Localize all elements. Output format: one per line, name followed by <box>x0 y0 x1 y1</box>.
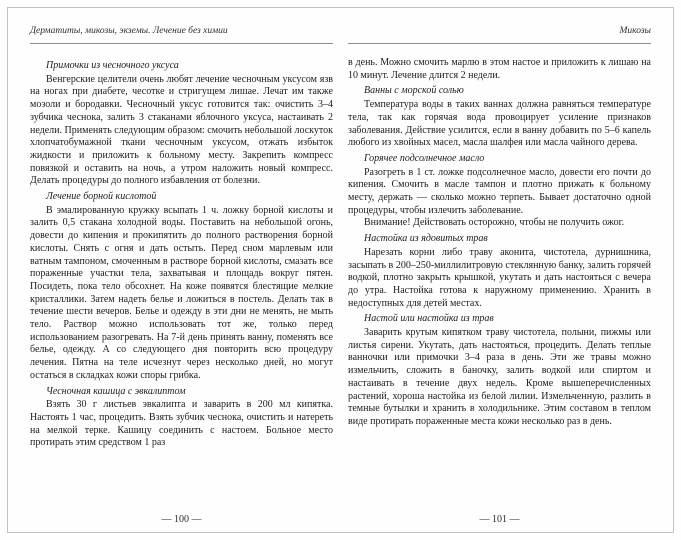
running-header-right: Микозы <box>348 26 651 44</box>
paragraph: Разогреть в 1 ст. ложке подсолнечное масло, довести его почти до кипения. Смочить в масле тампон и плотно прижать к больному месту, держать — сколько можно терпеть. Бывает достаточно одной процедуры, чтобы излечить заболевание. <box>348 166 651 216</box>
paragraph: В эмалированную кружку всыпать 1 ч. ложку борной кислоты и залить 0,5 стакана холодной воды. Поставить на небольшой огонь, довести до кипения и прокипятить до полного растворения борной кислоты. Снять с огня и дать остыть. Перед сном марлевым или ватным тампоном, смоченным в растворе борной кислоты, смазать все пораженные участки тела, захватывая и площадь вокруг пятен. Посидеть, пока тело обсохнет. На коже появятся блестящие мелкие кристаллики. Затем надеть белье и ложиться в постель. Делать так в течение шести вечеров. Белье и одежду в эти дни не менять, не мыть тело. Раствор можно использовать тот же, только перед использованием разогревать. На 7-й день принять ванну, поменять все белье, одежду. А со следующего дня повторить всю процедуру лечения. Пятна на теле исчезнут через несколько дней, но могут остаться в складках кожи споры грибка. <box>30 204 333 381</box>
paragraph: Заварить крутым кипятком траву чистотела, полыни, пижмы или листья сирени. Укутать, дать настояться, процедить. Делать теплые ванночки или примочки 3–4 раза в день. Эти же травы можно измельчить, сложить в баночку, залить водкой или спиртом и настаивать в течение двух недель. Кроме вышеперечисленных растений, хороша настойка из белой лилии. Измельченную, разлить в темные бутылки и хранить в холодильнике. Этим составом в теплом виде протирать пораженные места кожи несколько раз в день. <box>348 327 651 427</box>
page-left <box>30 0 333 540</box>
section-heading: Чесночная кашица с эвкалиптом <box>46 385 186 397</box>
page-number-right: — 101 — <box>479 514 520 525</box>
page-number-left: — 100 — <box>161 514 202 525</box>
section-heading: Настойка из ядовитых трав <box>364 233 488 245</box>
running-header-left: Дерматиты, микозы, экземы. Лечение без химии <box>30 26 333 44</box>
paragraph: в день. Можно смочить марлю в этом настое и приложить к лишаю на 10 минут. Лечение длится 2 недели. <box>348 57 651 81</box>
section-heading: Настой или настойка из трав <box>364 313 494 325</box>
paragraph: Температура воды в таких ваннах должна равняться температуре тела, так как горячая вода провоцирует усиление признаков заболевания. Действие усилится, если в ванну добавить по 5–6 капель любого из хвойных масел, масла шалфея или масла чайного дерева. <box>348 99 651 149</box>
page-body-left <box>30 57 333 450</box>
paragraph: Внимание! Действовать осторожно, чтобы не получить ожог. <box>364 217 625 229</box>
paragraph: Нарезать корни либо траву аконита, чистотела, дурнишника, засыпать в 200–250-миллилитровую стеклянную банку, залить горячей водкой, плотно закрыть крышкой, укутать и дать настояться с вечера до утра. Настойка готова к наружному применению. Хранить в недоступных для детей местах. <box>348 246 651 309</box>
paragraph: Венгерские целители очень любят лечение чесночным уксусом язв на ногах при диабете, чесотке и стригущем лишае. Лечат им также мозоли и бородавки. Чесночный уксус готовится так: очистить 3–4 зубчика чеснока, залить 3 стаканами яблочного уксуса, настаивать 2 недели. Применять следующим образом: смочить небольшой лоскуток хлопчатобумажной ткани чесночным уксусом, отжать избыток жидкости и приложить к больному месту. Закрепить компресс повязкой и оставить на ночь, а утром наложить новый компресс. Делать процедуры до полного избавления от болезни. <box>30 73 333 187</box>
section-heading: Горячее подсолнечное масло <box>364 152 485 164</box>
page-body-right <box>348 57 651 429</box>
section-heading: Лечение борной кислотой <box>46 191 157 203</box>
section-heading: Ванны с морской солью <box>364 85 464 97</box>
paragraph: Взять 30 г листьев эвкалипта и заварить в 200 мл кипятка. Настоять 1 час, процедить. Взять зубчик чеснока, очистить и натереть на мелкой терке. Кашицу соединить с настоем. Больное место протирать этим средством 1 раз <box>30 399 333 449</box>
section-heading: Примочки из чесночного уксуса <box>46 60 179 71</box>
page-right <box>348 0 651 540</box>
